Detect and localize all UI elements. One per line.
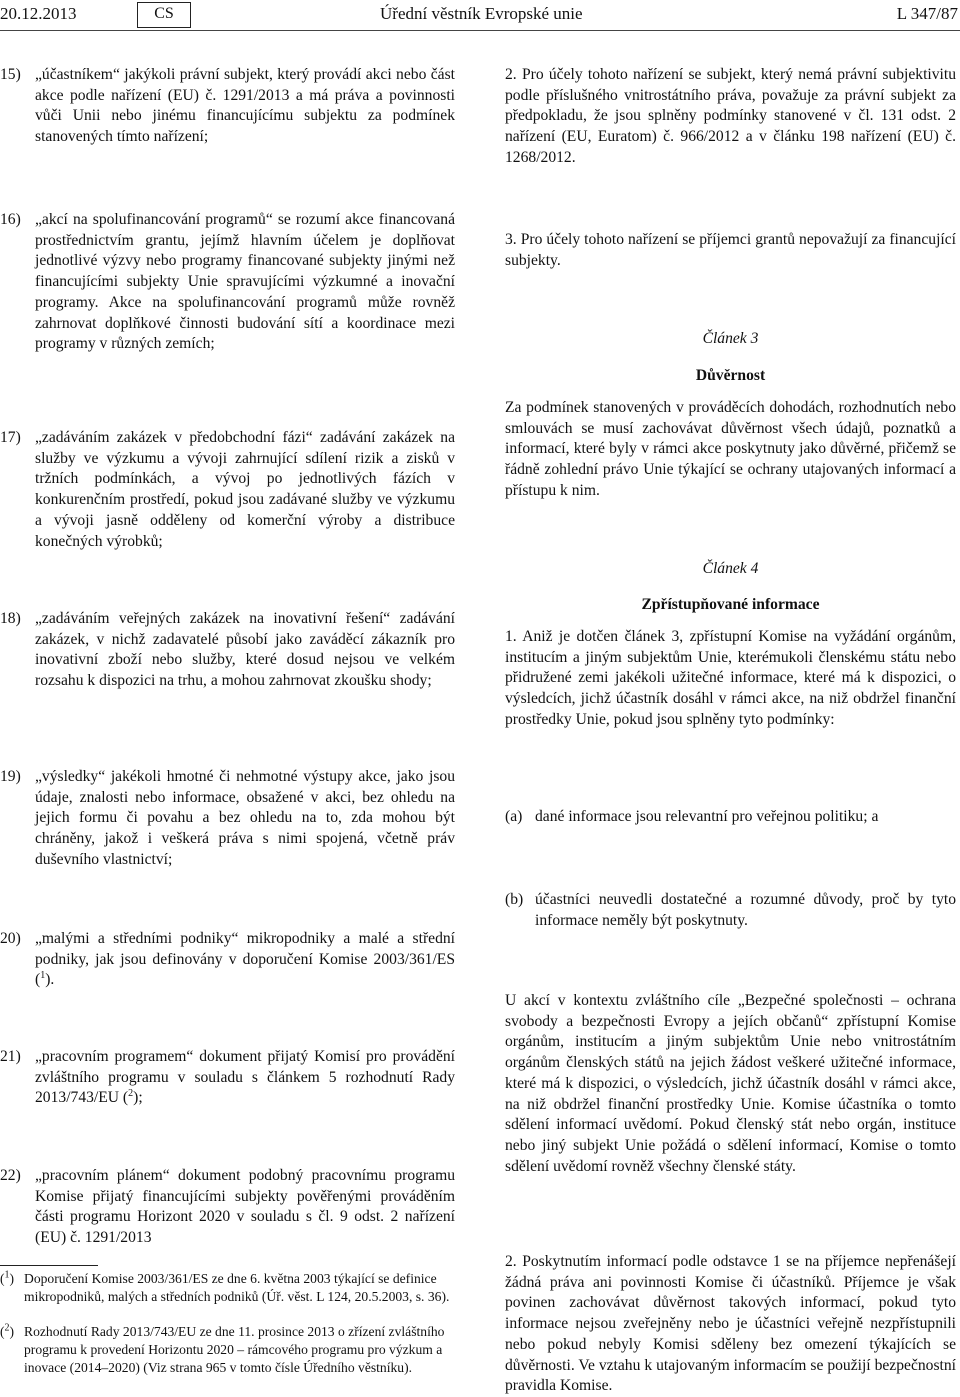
- definition-number: 19): [0, 768, 21, 785]
- condition-text: dané informace jsou relevantní pro veřejnou politiku; a: [535, 808, 879, 825]
- definition-text-part: „malými a středními podniky“ mikropodniky a malé a střední podniky, jak jsou definovány v doporučení Komise 2003/361/ES (: [35, 930, 455, 989]
- condition-label: (b): [505, 891, 524, 908]
- definition-number: 17): [0, 429, 21, 446]
- definition-text-part: );: [133, 1089, 143, 1107]
- definition-22: [0, 1166, 455, 1249]
- journal-title: Úřední věstník Evropské unie: [380, 4, 583, 23]
- footnote-2: [0, 1323, 455, 1376]
- footnote-ref-2[interactable]: 2: [128, 1088, 134, 1100]
- definition-number: 21): [0, 1048, 21, 1065]
- article-4-label: Článek 4: [702, 560, 759, 577]
- definition-text: „zadáváním zakázek v předobchodní fázi“ zadávání zakázek na služby ve výzkumu a vývoji zahrnující sdílení rizik a zisků v tržních podmínkách, a vývoj po jednotlivých fázích v konkurenčním prostředí, pokud jsou zadávané služby ve výzkumu a vývoji jasně odděleny od komerční výroby a distribuce konečných výrobků;: [35, 429, 455, 550]
- definition-20: [0, 929, 455, 991]
- definition-text: „zadáváním veřejných zakázek na inovativní řešení“ zadávání zakázek, v nichž zadavatelé působí jako zaváděcí zákazník pro inovativní zboží nebo služby, které dosud nejsou ve velkém rozsahu k dispozici na trhu, a mohou zahrnovat zkoušku shody;: [35, 610, 455, 690]
- security-paragraph: U akcí v kontextu zvláštního cíle „Bezpečné společnosti – ochrana svobody a bezpečnosti Evropy a jejích občanů“ zpřístupní Komise orgánům, institucím a jiným subjektům Unie nebo vnitrostátním orgánům členských států na jejich žádost veškeré užitečné informace, které má k dispozici, o výsledcích, jichž účastník dosáhl v rámci akce, na niž obdržel finanční prostředky Unie. Komise účastníka o tomto sdělení informací uvědomí. Pokud členský stát nebo orgán, instituce nebo jiný subjekt Unie požádá o sdělení informací, Komise o tomto sdělení uvědomí rovněž všechny členské státy.: [505, 992, 956, 1175]
- footnote-1: [0, 1270, 455, 1306]
- definition-18: [0, 609, 455, 692]
- definition-text: „pracovním plánem“ dokument podobný pracovnímu programu Komise přijatý financujícími subjekty pověřenými prováděním části programu Horizont 2020 v souladu s čl. 9 odst. 2 nařízení (EU) č. 1291/2013: [35, 1167, 455, 1247]
- article-3-label: Článek 3: [702, 330, 759, 347]
- footnote-ref-1[interactable]: 1: [40, 970, 46, 982]
- definition-19: [0, 767, 455, 871]
- page-reference: L 347/87: [896, 4, 958, 23]
- language-code: CS: [154, 5, 174, 22]
- footnote-number-value: 1: [4, 1269, 10, 1281]
- definition-text: [35, 929, 455, 991]
- definition-number: 16): [0, 211, 21, 228]
- definition-text: „akcí na spolufinancování programů“ se rozumí akce financovaná prostřednictvím grantu, jejímž hlavním účelem je doplňovat jednotlivé výzvy nebo programy financované subjekty jinými než financujícími subjekty Unie spravujícími výzkumné a inovační programy. Akce na spolufinancování programů může rovněž zahrnovat doplňkové činnosti budování sítí a koordinace mezi programy v různých zemích;: [35, 211, 455, 353]
- footnote-rule: [0, 1265, 98, 1266]
- definition-21: [0, 1047, 455, 1109]
- definition-16: [0, 210, 455, 355]
- paragraph-2: 2. Pro účely tohoto nařízení se subjekt, který nemá právní subjektivitu podle příslušného vnitrostátního práva, považuje za právní subjekt za předpokladu, že jsou splněny podmínky stanovené v čl. 131 odst. 2 nařízení (EU, Euratom) č. 966/2012 a v článku 198 nařízení (EU) č. 1268/2012.: [505, 66, 956, 166]
- definition-text: [35, 1047, 455, 1109]
- condition-label: (a): [505, 808, 523, 825]
- definition-number: 15): [0, 66, 21, 83]
- paragraph-3: 3. Pro účely tohoto nařízení se příjemci grantů nepovažují za financující subjekty.: [505, 231, 956, 269]
- footnote-number: ($^2$): [0, 1322, 15, 1339]
- definition-text-part: ).: [45, 971, 55, 989]
- footnote-number: ($^1$): [0, 1269, 15, 1286]
- header-rule: [0, 30, 960, 31]
- definition-17: [0, 428, 455, 552]
- footnote-text: Doporučení Komise 2003/361/ES ze dne 6. května 2003 týkající se definice mikropodniků, malých a středních podniků (Úř. věst. L 124, 20.5.2003, s. 36).: [24, 1271, 450, 1304]
- definition-text: „výsledky“ jakékoli hmotné či nehmotné výstupy akce, jako jsou údaje, znalosti nebo informace, obsažené v akci, bez ohledu na jejich formu či povahu a bez ohledu na to, zda mohou být chráněny, jakož i veškerá práva s nimi spojená, včetně práv duševního vlastnictví;: [35, 768, 455, 868]
- definition-number: 18): [0, 610, 21, 627]
- article-4-title: Zpřístupňované informace: [641, 596, 820, 613]
- footnote-text: Rozhodnutí Rady 2013/743/EU ze dne 11. prosince 2013 o zřízení zvláštního programu k provedení Horizontu 2020 – rámcového programu pro výzkum a inovace (2014–2020) (Viz strana 965 v tomto čísle Úředního věstníku).: [24, 1324, 445, 1375]
- condition-text: účastníci neuvedli dostatečné a rozumné důvody, proč by tyto informace neměly být poskytnuty.: [535, 891, 956, 929]
- definition-15: [0, 65, 455, 148]
- article-3-text: Za podmínek stanovených v prováděcích dohodách, rozhodnutích nebo smlouvách se musí zachovávat důvěrnost všech údajů, poznatků a informací, které byly v rámci akce poskytnuty jako důvěrné, přičemž se řádně zohlední právo Unie týkající se ochrany utajovaných informací a přístupu k nim.: [505, 399, 956, 499]
- definition-number: 20): [0, 930, 21, 947]
- article-4-paragraph-2: 2. Poskytnutím informací podle odstavce 1 se na příjemce nepřenášejí žádná práva ani povinnosti Komise či účastníků. Příjemce je však povinen zachovávat důvěrnost takových informací, pokud tyto informace nejsou zveřejněny nebo je účastníci veřejně nezpřístupnili nebo pokud nebyly Komisi sděleny bez omezení týkajících se důvěrnosti. Ve vztahu k utajovaným informacím se použijí bezpečnostní pravidla Komise.: [505, 1253, 956, 1395]
- condition-a: [505, 807, 956, 828]
- article-3-title: Důvěrnost: [695, 367, 766, 384]
- publication-date: 20.12.2013: [0, 4, 77, 23]
- definition-text: „účastníkem“ jakýkoli právní subjekt, který provádí akci nebo část akce podle nařízení (EU) č. 1291/2013 a má práva a povinnosti vůči Unii nebo jinému financujícímu subjektu za podmínek stanovených tímto nařízení;: [35, 66, 455, 146]
- language-badge: [137, 2, 191, 28]
- article-4-paragraph-1: 1. Aniž je dotčen článek 3, zpřístupní Komise na vyžádání orgánům, institucím a jiným subjektům Unie, kterémukoli členskému státu nebo přidružené zemi jakékoli užitečné informace, které má k dispozici, o výsledcích, jichž účastník dosáhl v rámci akce, na niž obdržel finanční prostředky Unie, pokud jsou splněny tyto podmínky:: [505, 628, 956, 728]
- definition-number: 22): [0, 1167, 21, 1184]
- definition-text-part: „pracovním programem“ dokument přijatý Komisí pro provádění zvláštního programu v souladu s článkem 5 rozhodnutí Rady 2013/743/EU (: [35, 1048, 455, 1107]
- footnote-number-value: 2: [4, 1322, 10, 1334]
- condition-b: [505, 890, 956, 931]
